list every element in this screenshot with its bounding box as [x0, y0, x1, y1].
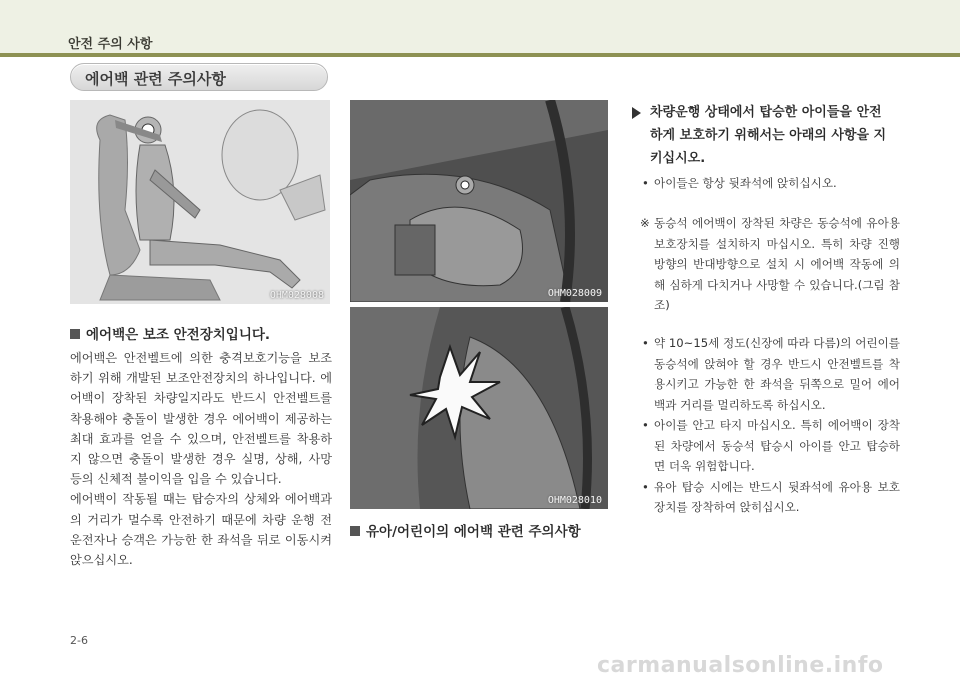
figure-child-seat: [350, 100, 608, 302]
figure-airbag-deploy: [350, 307, 608, 509]
right-list-2: [632, 333, 900, 518]
bullet-dot: •: [642, 418, 649, 432]
list-item-text: 아이를 안고 타지 마십시오. 특히 에어백이 장착된 차량에서 동승석 탑승시 아이를 안고 탑승하면 더욱 위험합니다.: [654, 418, 900, 473]
triangle-bullet-icon: [632, 107, 641, 119]
left-heading: [70, 323, 270, 343]
list-item: [632, 333, 900, 415]
list-item: [632, 477, 900, 518]
right-heading-text: 차량운행 상태에서 탑승한 아이들을 안전하게 보호하기 위해서는 아래의 사항을 지키십시오.: [650, 105, 887, 166]
airbag-deploy-illustration: [350, 307, 608, 509]
section-title: 에어백 관련 주의사항: [85, 70, 226, 88]
middle-heading-text: 유아/어린이의 에어백 관련 주의사항: [366, 524, 581, 540]
left-body: [70, 348, 332, 570]
figure-code: OHM028010: [547, 495, 602, 506]
note-text: 동승석 에어백이 장착된 차량은 동승석에 유아용 보호장치를 설치하지 마십시오. 특히 차량 진행방향의 반대방향으로 설치 시 에어백 작동에 의해 심하게 다치거나 사망할 수 있습니다.(그림 참조): [654, 216, 900, 312]
section-title-pill: [70, 63, 328, 91]
child-seat-illustration: [350, 100, 608, 302]
list-item: [632, 173, 900, 194]
square-bullet-icon: [350, 526, 360, 536]
bullet-dot: •: [642, 336, 649, 350]
left-paragraph-1: 에어백은 안전벨트에 의한 충격보호기능을 보조하기 위해 개발된 보조안전장치의 하나입니다. 에어백이 장착된 차량일지라도 반드시 안전벨트를 착용해야 충돌이 발생한 경우 에어백이 제공하는 최대 효과를 얻을 수 있으며, 안전벨트를 착용하지 않으면 충돌이 발생한 경우 실명, 상해, 사망 등의 신체적 불이익을 입을 수 있습니다.: [70, 351, 332, 487]
bullet-dot: •: [642, 176, 649, 190]
figure-driver-airbag: [70, 100, 330, 304]
figure-code: OHM028008: [269, 290, 324, 301]
right-note: [632, 213, 900, 316]
list-item-text: 아이들은 항상 뒷좌석에 앉히십시오.: [654, 176, 837, 190]
bullet-dot: •: [642, 479, 649, 494]
page-number: 2-6: [70, 634, 88, 647]
middle-heading: [350, 520, 581, 540]
list-item: [632, 415, 900, 477]
right-list-1: [632, 173, 900, 194]
square-bullet-icon: [70, 329, 80, 339]
figure-code: OHM028009: [547, 288, 602, 299]
driver-airbag-illustration: [70, 100, 330, 304]
page-header: [0, 0, 960, 56]
list-item-text: 약 10~15세 정도(신장에 따라 다름)의 어린이를 동승석에 앉혀야 할 경우 반드시 안전벨트를 착용시키고 가능한 한 좌석을 뒤쪽으로 밀어 에어백과 거리를 멀리하도록 하십시오.: [654, 336, 900, 412]
left-paragraph-2: 에어백이 작동될 때는 탑승자의 상체와 에어백과의 거리가 멀수록 안전하기 때문에 차량 운행 전 운전자나 승객은 가능한 한 좌석을 뒤로 이동시켜 앉으십시오.: [70, 492, 332, 568]
watermark: carmanualsonline.info: [597, 653, 884, 678]
header-rule: [0, 53, 960, 57]
left-heading-text: 에어백은 보조 안전장치입니다.: [86, 327, 271, 343]
header-title: 안전 주의 사항: [68, 37, 153, 52]
right-heading: [632, 101, 894, 170]
list-item-text: 유아 탑승 시에는 반드시 뒷좌석에 유아용 보호장치를 장착하여 앉히십시오.: [654, 479, 900, 514]
note-mark: ※: [640, 216, 650, 230]
